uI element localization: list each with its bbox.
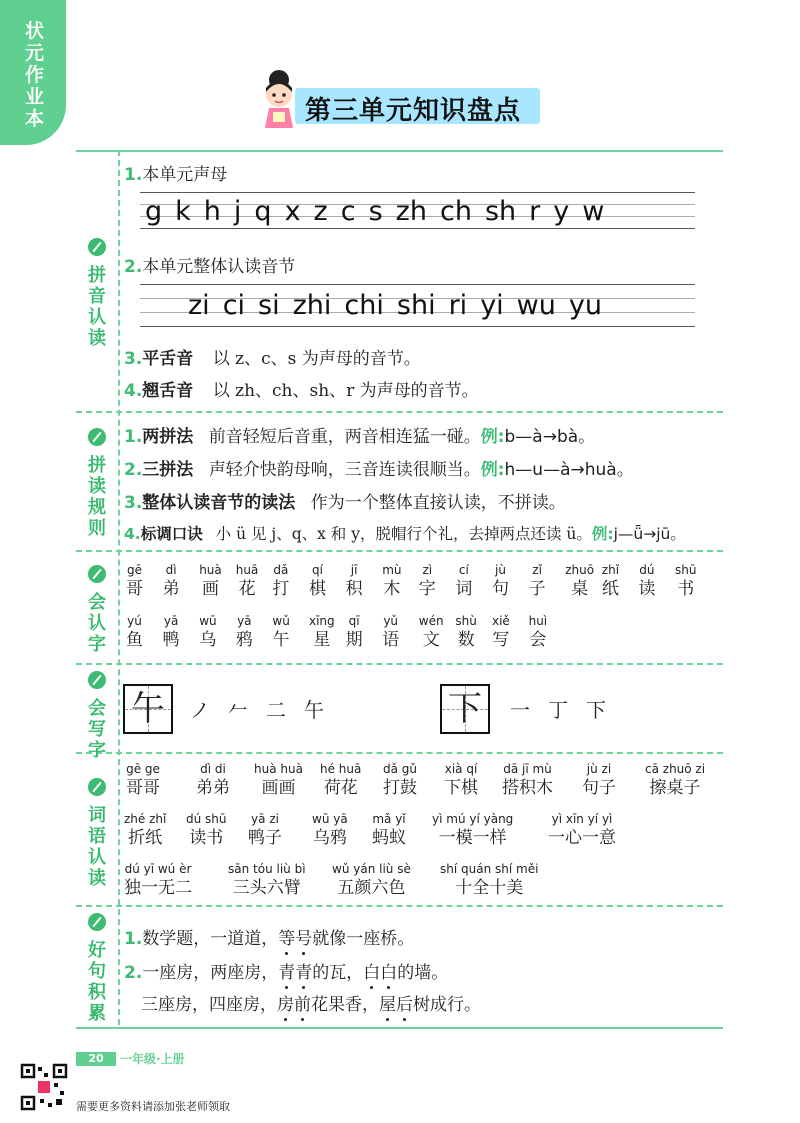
syllable: zhi [292,290,332,321]
pinyin-text: xiě [492,614,510,628]
recognize-char [236,563,259,601]
pinyin-text: dì di [200,762,226,776]
syllable: zi [188,290,210,321]
pinyin-text: yú [127,614,142,628]
word [320,762,361,800]
character-text: 子 [528,579,546,599]
pinyin-text: gē ge [126,762,160,776]
word [228,862,306,900]
pinyin-text: zhé zhǐ [124,812,167,826]
stroke-step: 二 [266,698,286,722]
initial-letter: z [313,196,328,227]
character-text: 五颜六色 [337,878,406,898]
recognize-char [199,614,216,652]
recognize-char [492,614,510,652]
section-label-words: 词语认读 [80,778,114,889]
pinyin-text: xià qí [444,762,478,776]
rule-3: 3.整体认读音节的读法 作为一个整体直接认读，不拼读。 [124,493,566,513]
recognize-char [455,614,476,652]
section-label-sentences: 好句积累 [80,913,114,1024]
pinyin-text: yā [163,614,179,628]
recognize-char [309,614,335,652]
header [255,68,555,128]
initial-letter: j [233,196,242,227]
pinyin-text: qī [348,614,360,628]
initial-letter: zh [395,196,427,227]
pinyin-text: dú shū [186,812,227,826]
character-text: 读 [638,579,656,599]
syllable: ri [448,290,468,321]
rule-4: 4.标调口诀 小 ü 见 j、q、x 和 y，脱帽行个礼，去掉两点还读 ü。例:j—ǖ→jū。 [124,525,686,543]
recognize-char [236,614,253,652]
character-text: 一心一意 [548,828,616,848]
character-text: 一模一样 [438,828,507,848]
syllable: ci [222,290,246,321]
character-text: 哥 [126,579,143,599]
character-text: 哥哥 [126,778,160,798]
word [196,762,230,800]
initial-letter: g [145,196,163,227]
character-text: 棋 [309,579,326,599]
writing-grid: 午 [123,684,173,734]
pinyin-text: yā zi [251,812,279,826]
stroke-step: 下 [586,698,606,722]
character-text: 画画 [261,778,296,798]
pinyin-text: wén [418,614,444,628]
character-text: 鸭子 [248,828,282,848]
word [186,812,227,850]
word [126,762,160,800]
recognize-char [163,563,180,601]
section-label-recognize: 会认字 [80,565,114,655]
character-text: 词 [455,579,473,599]
character-text: 木 [383,579,401,599]
pinyin-item-2: 2.本单元整体认读音节 [124,257,296,277]
recognize-char [602,563,619,601]
pinyin-text: wǔ [272,614,290,628]
recognize-char [309,563,326,601]
writing-grid: 下 [440,684,490,734]
recognize-char [675,563,696,601]
side-tab-label: 状元作业本 [25,20,45,130]
word [582,762,616,800]
initial-letter: y [553,196,570,227]
pinyin-text: wū [199,614,217,628]
word [332,862,411,900]
character-text: 弟 [162,579,180,599]
recognize-char [638,563,655,601]
initial-letter: ch [439,196,472,227]
character-text: 独一无二 [124,878,192,898]
character-text: 星 [313,630,331,650]
section-label-spelling: 拼读规则 [80,428,114,539]
recognize-char [492,563,509,601]
character-text: 鸦 [235,630,253,650]
sentence-2a: 2.一座房，两座房，青青的瓦，白白的墙。 [124,963,449,983]
word [372,812,406,850]
page-title: 第三单元知识盘点 [305,96,522,126]
word [440,862,538,900]
character-text: 搭积木 [502,778,553,798]
syllable: wu [516,290,556,321]
character-text: 桌 [571,579,589,599]
pinyin-text: yǔ [383,614,399,628]
pinyin-text: huā [235,563,259,577]
recognize-char [346,614,363,652]
pinyin-text: zì [422,563,433,577]
pinyin-text: qí [312,563,323,577]
character-text: 乌 [199,630,217,650]
stroke-step: 一 [510,698,530,722]
initial-letter: s [368,196,383,227]
footer-note: 需要更多资料请添加张老师领取 [76,1100,230,1113]
stroke-step: 丁 [548,698,568,722]
pinyin-text: dú [639,563,655,577]
character-text: 语 [382,630,400,650]
word [645,762,705,800]
character-text: 书 [677,579,695,599]
character-text: 会 [529,630,547,650]
stroke-step: 午 [304,698,324,722]
pinyin-item-3: 3.平舌音 以 z、c、s 为声母的音节。 [124,349,421,369]
recognize-char [419,614,444,652]
pinyin-text: zhuō [565,563,595,577]
word [548,812,616,850]
pencil-icon [88,778,106,796]
section-label-pinyin: 拼音认读 [80,238,114,349]
pinyin-text: huà [199,563,222,577]
character-text: 期 [345,630,363,650]
pinyin-text: huà huà [254,762,303,776]
character-text: 写 [492,630,510,650]
pinyin-text: cā zhuō zi [645,762,706,776]
sentence-1: 1.数学题，一道道，等号就像一座桥。 [124,929,415,949]
word [124,812,166,850]
recognize-char [126,614,143,652]
pinyin-text: jù zi [586,762,612,776]
divider [76,411,723,413]
character-text: 积 [345,579,363,599]
character-text: 文 [422,630,440,650]
character-text: 蚂蚁 [372,828,406,848]
divider [76,663,723,665]
recognize-char [126,563,143,601]
divider [76,905,723,907]
word [432,812,513,850]
pinyin-text: wū yā [312,812,348,826]
section-label-write: 会写字 [80,671,114,761]
stroke-step: 𠂉 [228,698,248,722]
pinyin-text: zǐ [532,563,542,577]
initial-letter: x [284,196,301,227]
pinyin-text: sān tóu liù bì [228,862,306,876]
character-text: 荷花 [323,778,358,798]
pinyin-text: mǎ yǐ [372,812,406,826]
initial-letter: k [175,196,191,227]
recognize-char [199,563,222,601]
recognize-char [272,563,289,601]
recognize-char [272,614,289,652]
character-text: 弟弟 [196,778,230,798]
pinyin-text: shí quán shí měi [440,862,539,876]
character-text: 下棋 [444,778,478,798]
character-text: 乌鸦 [312,828,347,848]
divider [118,150,120,1025]
rule-2: 2.三拼法 声轻介快韵母响，三音连读很顺当。例:h—u—à→huà。 [124,460,634,480]
word [312,812,348,850]
rule-1: 1.两拼法 前音轻短后音重，两音相连猛一碰。例:b—à→bà。 [124,427,596,447]
pinyin-text: zhǐ [601,563,620,577]
character-text: 折纸 [128,828,163,848]
character-text: 鱼 [126,630,143,650]
pencil-icon [88,428,106,446]
character-text: 鸭 [162,630,180,650]
recognize-char [529,563,546,601]
character-text: 午 [272,630,290,650]
initial-letter: r [529,196,541,227]
word [502,762,553,800]
grade-label: 一年级·上册 [120,1052,185,1066]
character-text: 十全十美 [455,878,524,898]
recognize-char [529,614,548,652]
syllable: yi [480,290,504,321]
syllable: shi [396,290,436,321]
word [248,812,282,850]
pinyin-text: dǎ gǔ [383,762,418,776]
pinyin-text: yā [237,614,252,628]
word [444,762,478,800]
initial-letter: q [254,196,272,227]
syllable: yu [568,290,602,321]
character-text: 画 [201,579,219,599]
sentence-2b: 三座房，四座房，房前花果香，屋后树成行。 [141,995,481,1015]
recognize-char [382,563,401,601]
recognize-char [163,614,180,652]
stroke-step: ノ [190,698,210,722]
initial-letter: c [340,196,356,227]
character-text: 句 [492,579,509,599]
character-text: 纸 [601,579,619,599]
pinyin-text: yì xīn yí yì [551,812,613,826]
pinyin-text: shū [675,563,697,577]
initial-letter: sh [484,196,517,227]
pinyin-text: huì [528,614,548,628]
pinyin-text: dì [165,563,177,577]
initial-letter: w [582,196,605,227]
initials-row [145,196,617,227]
word [383,762,417,800]
character-text: 三头六臂 [232,878,301,898]
initial-letter: h [203,196,221,227]
character-text: 擦桌子 [649,778,701,798]
pencil-icon [88,671,106,689]
character-text: 读书 [189,828,224,848]
character-text: 打鼓 [383,778,417,798]
character-text: 数 [457,630,475,650]
page-number: 20 [76,1052,116,1066]
word [254,762,303,800]
pencil-icon [88,913,106,931]
pinyin-text: gē [127,563,142,577]
character-text: 句子 [582,778,616,798]
pinyin-text: shù [455,614,477,628]
pencil-icon [88,238,106,256]
pinyin-text: yì mú yí yàng [432,812,514,826]
divider [76,752,723,754]
syllable: chi [344,290,384,321]
pinyin-text: hé huā [320,762,362,776]
recognize-char [419,563,436,601]
pinyin-text: mù [382,563,402,577]
pinyin-text: xīng [309,614,335,628]
pencil-icon [88,565,106,583]
recognize-char [346,563,363,601]
recognize-char [565,563,594,601]
pinyin-text: dú yī wú èr [124,862,192,876]
character-text: 打 [272,579,290,599]
syllables-row [188,290,615,321]
pinyin-text: wǔ yán liù sè [332,862,411,876]
pinyin-text: jī [350,563,358,577]
character-text: 字 [418,579,436,599]
recognize-char [455,563,472,601]
pinyin-text: jù [495,563,506,577]
syllable: si [258,290,280,321]
pinyin-text: dā jī mù [503,762,552,776]
recognize-char [382,614,399,652]
character-text: 花 [238,579,256,599]
pinyin-text: cí [458,563,469,577]
qr-code-icon [20,1063,68,1111]
word [124,862,192,900]
pinyin-text: dǎ [273,563,289,577]
divider [76,550,723,552]
pinyin-item-1: 1.本单元声母 [124,165,228,185]
pinyin-item-4: 4.翘舌音 以 zh、ch、sh、r 为声母的音节。 [124,381,479,401]
